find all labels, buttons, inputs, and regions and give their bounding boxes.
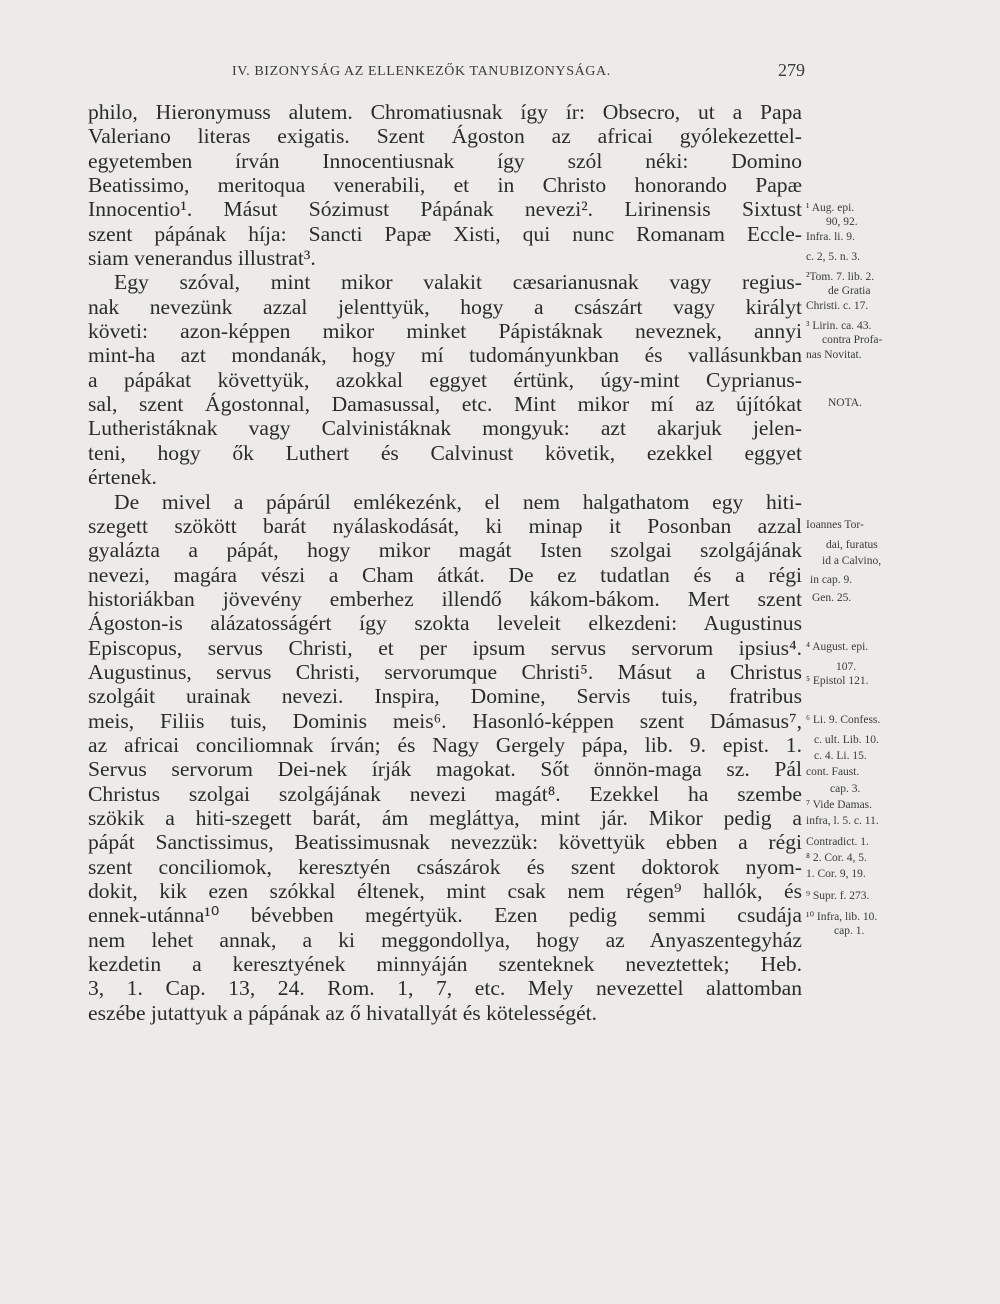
margin-note: ⁷ Vide Damas. — [806, 798, 873, 811]
text-line: értenek. — [88, 465, 157, 490]
text-line: ennek-utánna¹⁰ bévebben megértyük. Ezen pedig semmi csudája — [88, 903, 802, 928]
text-line: eszébe jutattyuk a pápának az ő hivatallyát és kötelességét. — [88, 1000, 598, 1025]
margin-note: c. 4. Li. 15. — [814, 750, 867, 763]
margin-note: c. 2, 5. n. 3. — [806, 251, 860, 264]
text-line: sal, szent Ágostonnal, Damasussal, etc. Mint mikor mí az újítókat — [88, 392, 802, 417]
text-line: gyalázta a pápát, hogy mikor magát Isten szolgai szolgájának — [88, 538, 802, 563]
margin-note: ⁹ Supr. f. 273. — [806, 890, 870, 903]
margin-note: ²Tom. 7. lib. 2. — [806, 271, 875, 284]
text-line: követi: azon-képpen mikor minket Pápistáknak neveznek, annyi — [88, 319, 802, 344]
margin-note: Christi. c. 17. — [806, 299, 869, 312]
margin-note: dai, furatus — [826, 539, 878, 552]
text-line: 3, 1. Cap. 13, 24. Rom. 1, 7, etc. Mely nevezettel alattomban — [88, 976, 802, 1001]
margin-note: cap. 1. — [834, 924, 865, 937]
text-line: kezdetin a keresztyének minnyáján szenteknek neveztettek; Heb. — [88, 952, 802, 977]
text-line: pápát Sanctissimus, Beatissimusnak nevezzük: követtyük ebben a régi — [88, 830, 802, 855]
text-line: siam venerandus illustrat³. — [88, 246, 316, 271]
margin-note: c. ult. Lib. 10. — [814, 734, 879, 747]
text-line: szökik a hiti-szegett barát, ám megláttya, mint jár. Mikor pedig a — [88, 805, 802, 830]
text-line: Episcopus, servus Christi, et per ipsum servus servorum ipsius⁴. — [88, 635, 802, 660]
running-head: IV. BIZONYSÁG AZ ELLENKEZŐK TANUBIZONYSÁGA. — [232, 64, 611, 79]
text-line: nem lehet annak, a ki meggondollya, hogy az Anyaszentegyház — [88, 927, 802, 952]
text-line: Christus szolgai szolgájának nevezi magát⁸. Ezekkel ha szembe — [88, 781, 802, 806]
body-text — [88, 100, 802, 1025]
margin-note: ⁸ 2. Cor. 4, 5. — [806, 851, 867, 864]
text-line: szolgáit urainak nevezi. Inspira, Domine, Servis tuis, fratribus — [88, 684, 802, 709]
margin-note: infra, l. 5. c. 11. — [806, 815, 879, 828]
text-line: Servus servorum Dei-nek írják magokat. Sőt önnön-maga sz. Pál — [88, 757, 802, 782]
text-line: dokit, kik ezen szókkal éltenek, mint csak nem régen⁹ hallók, és — [88, 879, 802, 903]
text-line: Valeriano literas exigatis. Szent Ágoston az africai gyólekezettel- — [88, 124, 802, 149]
text-line: historiákban jövevény emberhez illendő kákom-bákom. Mert szent — [88, 586, 802, 611]
margin-note: Contradict. 1. — [806, 835, 869, 848]
text-line: szegett szökött barát nyálaskodását, ki minap it Posonban azzal — [88, 513, 802, 538]
margin-note: ¹⁰ Infra, lib. 10. — [806, 910, 878, 923]
margin-note: cont. Faust. — [806, 766, 860, 779]
text-line: nak nevezünk azzal jelenttyük, hogy a császárt vagy királyt — [88, 294, 802, 319]
margin-note: id a Calvino, — [822, 555, 882, 568]
text-line: teni, hogy ők Luthert és Calvinust követik, ezekkel eggyet — [88, 440, 802, 465]
margin-note: ¹ Aug. epi. — [806, 202, 855, 215]
text-line: a pápákat követtyük, azokkal eggyet értünk, úgy-mint Cyprianus- — [88, 367, 802, 392]
text-line: meis, Filiis tuis, Dominis meis⁶. Hasonló-képpen szent Dámasus⁷, — [88, 708, 802, 733]
margin-note: ³ Lirin. ca. 43. — [806, 320, 872, 333]
margin-note: Infra. li. 9. — [806, 230, 855, 243]
page-number: 279 — [778, 60, 805, 80]
text-line: egyetemben írván Innocentiusnak így szól néki: Domino — [88, 148, 802, 173]
text-line: Innocentio¹. Másut Sózimust Pápának nevezi². Lirinensis Sixtust — [88, 197, 802, 222]
margin-note: contra Profa- — [822, 334, 883, 347]
text-line: philo, Hieronymuss alutem. Chromatiusnak így ír: Obsecro, ut a Papa — [88, 100, 802, 124]
margin-note: cap. 3. — [830, 782, 861, 795]
margin-note: Gen. 25. — [812, 592, 852, 604]
margin-note: nas Novitat. — [806, 348, 862, 361]
margin-note: in cap. 9. — [810, 573, 853, 586]
text-line: Ágoston-is alázatosságért így szokta leveleit elkezdeni: Augustinus — [88, 611, 802, 636]
text-line: Beatissimo, meritoqua venerabili, et in Christo honorando Papæ — [88, 173, 802, 198]
margin-note: de Gratia — [828, 285, 871, 298]
margin-note: ⁴ August. epi. — [806, 640, 869, 653]
margin-note: 90, 92. — [826, 216, 858, 229]
margin-note: ⁵ Epistol 121. — [806, 675, 869, 688]
text-line: Lutheristáknak vagy Calvinistáknak mongyuk: azt akarjuk jelen- — [88, 416, 802, 441]
text-line: Augustinus, servus Christi, servorumque Christi⁵. Másut a Christus — [88, 659, 802, 684]
text-line: nevezi, magára vészi a Cham átkát. De ez tudatlan és a régi — [88, 562, 802, 587]
text-line: az africai conciliomnak írván; és Nagy Gergely pápa, lib. 9. epist. 1. — [88, 732, 802, 757]
margin-note: Ioannes Tor- — [806, 518, 864, 531]
margin-note: ⁶ Li. 9. Confess. — [806, 713, 881, 726]
text-line: De mivel a pápárúl emlékezénk, el nem halgathatom egy hiti- — [114, 489, 802, 514]
margin-note: 107. — [836, 661, 857, 674]
text-line: mint-ha azt mondanák, hogy mí tudományunkban és vallásunkban — [88, 343, 802, 368]
margin-note: NOTA. — [828, 397, 862, 410]
text-line: szent pápának híja: Sancti Papæ Xisti, qui nunc Romanam Eccle- — [88, 221, 802, 246]
margin-note: 1. Cor. 9, 19. — [806, 867, 866, 880]
text-line: Egy szóval, mint mikor valakit cæsarianusnak vagy regius- — [114, 270, 802, 295]
text-line: szent conciliomok, keresztyén császárok és szent doktorok nyom- — [88, 854, 802, 879]
